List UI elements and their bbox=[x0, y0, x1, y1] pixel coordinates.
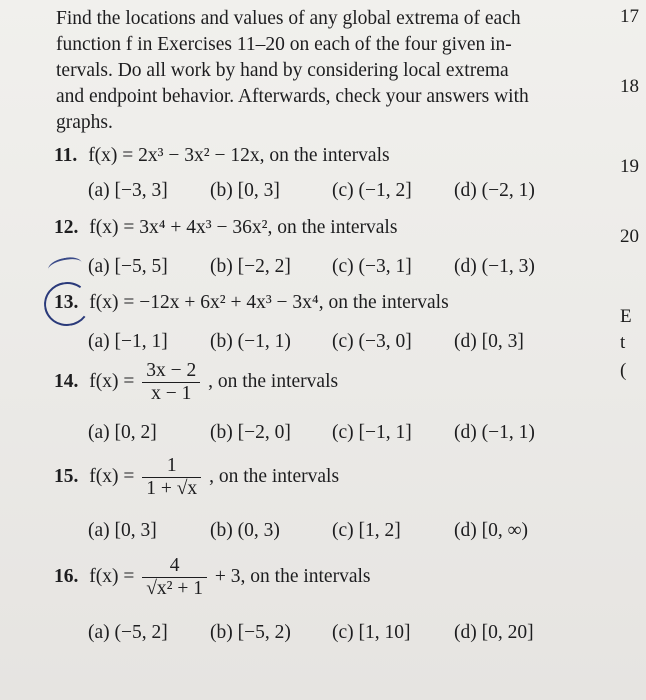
problem-16 bbox=[54, 555, 371, 600]
interval-option-a: (a) [−3, 3] bbox=[88, 180, 168, 201]
interval-option-c: (c) (−1, 2] bbox=[332, 180, 412, 201]
interval-option-a: (a) [−5, 5] bbox=[88, 256, 168, 277]
interval-option-a: (a) [0, 2] bbox=[88, 422, 157, 443]
problem-number: 14. bbox=[54, 370, 79, 392]
fraction-numerator: 3x − 2 bbox=[146, 360, 197, 381]
problem-statement: f(x) = 2x³ − 3x² − 12x, on the intervals bbox=[88, 145, 390, 166]
problem-statement: f(x) = 3x⁴ + 4x³ − 36x², on the intervals bbox=[89, 217, 398, 238]
function-lhs: f(x) = bbox=[89, 370, 135, 392]
margin-fragment: 20 bbox=[620, 226, 639, 247]
interval-option-c: (c) [−1, 1] bbox=[332, 422, 412, 443]
margin-fragment: 19 bbox=[620, 156, 639, 177]
pen-stroke bbox=[47, 255, 84, 278]
interval-option-c: (c) [1, 2] bbox=[332, 520, 401, 541]
problem-statement: , on the intervals bbox=[208, 370, 339, 392]
problem-12 bbox=[54, 217, 397, 239]
interval-option-a: (a) [−1, 1] bbox=[88, 331, 168, 352]
interval-option-a: (a) [0, 3] bbox=[88, 520, 157, 541]
function-lhs: f(x) = bbox=[89, 465, 135, 487]
interval-option-b: (b) (0, 3) bbox=[210, 520, 280, 541]
problem-number: 11. bbox=[54, 145, 78, 166]
interval-option-b: (b) [0, 3] bbox=[210, 180, 280, 201]
instructions-line: function f in Exercises 11–20 on each of the four given in- bbox=[56, 34, 512, 55]
margin-fragment: ( bbox=[620, 360, 627, 381]
instructions-line: tervals. Do all work by hand by considering local extrema bbox=[56, 60, 509, 81]
fraction-denominator: √x² + 1 bbox=[142, 577, 207, 600]
instructions-line: Find the locations and values of any global extrema of each bbox=[56, 8, 521, 29]
interval-option-b: (b) [−2, 2] bbox=[210, 256, 291, 277]
interval-option-b: (b) [−5, 2) bbox=[210, 622, 291, 643]
interval-option-b: (b) (−1, 1) bbox=[210, 331, 291, 352]
margin-fragment: E bbox=[620, 306, 632, 327]
problem-11 bbox=[54, 145, 390, 167]
problem-statement: + 3, on the intervals bbox=[214, 565, 371, 587]
interval-option-d: (d) (−1, 3) bbox=[454, 256, 535, 277]
interval-option-d: (d) [0, ∞) bbox=[454, 520, 529, 541]
function-lhs: f(x) = bbox=[89, 565, 135, 587]
fraction bbox=[142, 455, 201, 500]
interval-option-a: (a) (−5, 2] bbox=[88, 622, 168, 643]
problem-13 bbox=[54, 292, 449, 314]
fraction-denominator: 1 + √x bbox=[142, 477, 201, 500]
margin-fragment: 17 bbox=[620, 6, 639, 27]
fraction-denominator: x − 1 bbox=[142, 382, 200, 405]
problem-number: 16. bbox=[54, 565, 79, 587]
problem-number: 15. bbox=[54, 465, 79, 487]
fraction-numerator: 4 bbox=[169, 555, 180, 576]
interval-option-b: (b) [−2, 0] bbox=[210, 422, 291, 443]
problem-15 bbox=[54, 455, 339, 500]
interval-option-c: (c) (−3, 0] bbox=[332, 331, 412, 352]
interval-option-d: (d) [0, 20] bbox=[454, 622, 534, 643]
problem-14 bbox=[54, 360, 338, 405]
interval-option-c: (c) (−3, 1] bbox=[332, 256, 412, 277]
instructions-line: graphs. bbox=[56, 112, 113, 133]
problem-statement: f(x) = −12x + 6x² + 4x³ − 3x⁴, on the intervals bbox=[89, 292, 449, 313]
interval-option-d: (d) (−1, 1) bbox=[454, 422, 535, 443]
interval-option-c: (c) [1, 10] bbox=[332, 622, 411, 643]
margin-fragment: 18 bbox=[620, 76, 639, 97]
fraction bbox=[142, 360, 200, 405]
problem-statement: , on the intervals bbox=[209, 465, 340, 487]
problem-number: 13. bbox=[54, 292, 79, 313]
margin-fragment: t bbox=[620, 332, 626, 353]
fraction-numerator: 1 bbox=[166, 455, 177, 476]
instructions-line: and endpoint behavior. Afterwards, check your answers with bbox=[56, 86, 529, 107]
fraction bbox=[142, 555, 207, 600]
interval-option-d: (d) (−2, 1) bbox=[454, 180, 535, 201]
interval-option-d: (d) [0, 3] bbox=[454, 331, 524, 352]
problem-number: 12. bbox=[54, 217, 79, 238]
instructions-paragraph bbox=[56, 6, 596, 136]
